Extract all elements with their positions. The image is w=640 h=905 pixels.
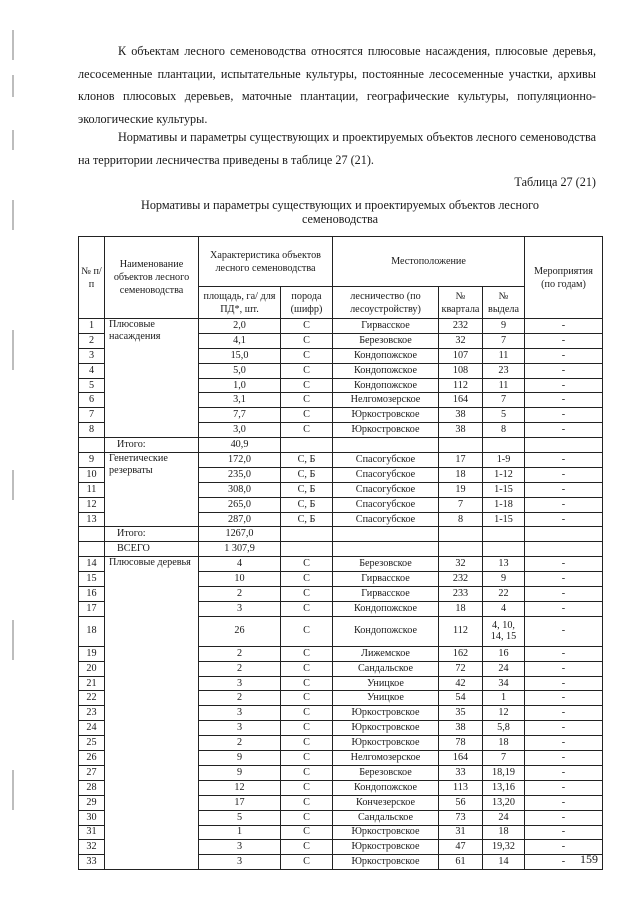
forestry-cell: Кончезерское	[333, 795, 439, 810]
subdivision-cell: 5	[483, 408, 525, 423]
scan-edge-mark	[12, 75, 14, 97]
measure-cell: -	[525, 482, 603, 497]
measure-cell: -	[525, 408, 603, 423]
forestry-cell: Уницкое	[333, 691, 439, 706]
scan-edge-mark	[12, 130, 14, 150]
species-cell: С	[281, 736, 333, 751]
total-label: ВСЕГО	[105, 542, 199, 557]
scan-edge-mark	[12, 30, 14, 60]
measure-cell: -	[525, 423, 603, 438]
row-number: 28	[79, 780, 105, 795]
area-cell: 2	[199, 736, 281, 751]
area-cell: 3,1	[199, 393, 281, 408]
forestry-cell: Березовское	[333, 557, 439, 572]
quarter-cell: 19	[439, 482, 483, 497]
forestry-cell: Кондопожское	[333, 378, 439, 393]
subdivision-cell: 24	[483, 661, 525, 676]
quarter-cell: 162	[439, 646, 483, 661]
species-cell: С	[281, 333, 333, 348]
row-number: 4	[79, 363, 105, 378]
forestry-cell: Кондопожское	[333, 348, 439, 363]
total-empty-cell	[333, 527, 439, 542]
total-empty-cell	[281, 527, 333, 542]
row-number: 21	[79, 676, 105, 691]
forestry-cell: Юркостровское	[333, 408, 439, 423]
species-cell: С	[281, 363, 333, 378]
area-cell: 4	[199, 557, 281, 572]
quarter-cell: 107	[439, 348, 483, 363]
area-cell: 1	[199, 825, 281, 840]
row-number: 11	[79, 482, 105, 497]
total-row-stands	[79, 438, 603, 453]
measure-cell: -	[525, 795, 603, 810]
subdivision-cell: 34	[483, 676, 525, 691]
measure-cell: -	[525, 706, 603, 721]
row-number: 6	[79, 393, 105, 408]
row-number: 26	[79, 751, 105, 766]
row-number: 16	[79, 587, 105, 602]
area-cell: 2	[199, 661, 281, 676]
measure-cell: -	[525, 825, 603, 840]
row-number: 33	[79, 855, 105, 870]
quarter-cell: 32	[439, 557, 483, 572]
total-area: 40,9	[199, 438, 281, 453]
row-number: 25	[79, 736, 105, 751]
forestry-cell: Юркостровское	[333, 825, 439, 840]
measure-cell: -	[525, 736, 603, 751]
row-number: 20	[79, 661, 105, 676]
species-cell: С	[281, 780, 333, 795]
area-cell: 12	[199, 780, 281, 795]
measure-cell: -	[525, 587, 603, 602]
species-cell: С, Б	[281, 482, 333, 497]
area-cell: 3	[199, 601, 281, 616]
forestry-cell: Кондопожское	[333, 601, 439, 616]
total-empty-cell	[333, 438, 439, 453]
measure-cell: -	[525, 333, 603, 348]
row-number: 10	[79, 467, 105, 482]
species-cell: С, Б	[281, 467, 333, 482]
header-location: Местоположение	[333, 237, 525, 287]
forestry-cell: Юркостровское	[333, 423, 439, 438]
forestry-cell: Уницкое	[333, 676, 439, 691]
quarter-cell: 42	[439, 676, 483, 691]
area-cell: 172,0	[199, 453, 281, 468]
forestry-cell: Гирвасское	[333, 572, 439, 587]
species-cell: С, Б	[281, 453, 333, 468]
quarter-cell: 35	[439, 706, 483, 721]
total-label: Итого:	[105, 438, 199, 453]
subdivision-cell: 7	[483, 393, 525, 408]
measure-cell: -	[525, 348, 603, 363]
row-number: 8	[79, 423, 105, 438]
row-number: 2	[79, 333, 105, 348]
quarter-cell: 18	[439, 467, 483, 482]
species-cell: С, Б	[281, 512, 333, 527]
row-number: 32	[79, 840, 105, 855]
page-number: 159	[580, 852, 598, 866]
total-empty-cell	[439, 438, 483, 453]
total-label: Итого:	[105, 527, 199, 542]
header-name: Наименование объектов лесного семеноводства	[105, 237, 199, 319]
species-cell: С, Б	[281, 497, 333, 512]
area-cell: 3	[199, 676, 281, 691]
forestry-cell: Спасогубское	[333, 482, 439, 497]
area-cell: 15,0	[199, 348, 281, 363]
total-empty-cell	[281, 542, 333, 557]
area-cell: 9	[199, 765, 281, 780]
subdivision-cell: 14	[483, 855, 525, 870]
species-cell: С	[281, 319, 333, 334]
area-cell: 3	[199, 855, 281, 870]
total-empty-cell	[525, 542, 603, 557]
measure-cell: -	[525, 855, 603, 870]
measure-cell: -	[525, 646, 603, 661]
subdivision-cell: 5,8	[483, 721, 525, 736]
species-cell: С	[281, 408, 333, 423]
forestry-cell: Сандальское	[333, 661, 439, 676]
quarter-cell: 18	[439, 601, 483, 616]
subdivision-cell: 23	[483, 363, 525, 378]
header-characteristic: Характеристика объектов лесного семеноводства	[199, 237, 333, 287]
measure-cell: -	[525, 616, 603, 646]
intro-paragraph-2: Нормативы и параметры существующих и проектируемых объектов лесного семеноводства на территории лесничества приведены в таблице 27 (21).	[78, 130, 596, 167]
quarter-cell: 33	[439, 765, 483, 780]
total-empty-cell	[483, 542, 525, 557]
area-cell: 308,0	[199, 482, 281, 497]
forestry-cell: Гирвасское	[333, 587, 439, 602]
species-cell: С	[281, 840, 333, 855]
row-number: 14	[79, 557, 105, 572]
subdivision-cell: 1-15	[483, 482, 525, 497]
intro-paragraph-1: К объектам лесного семеноводства относятся плюсовые насаждения, плюсовые деревья, лесосеменные плантации, испытательные культуры, постоянные лесосеменные участки, архивы клонов плюсовых деревьев, маточные плантации, географические культуры, популяционно-экологические культуры.	[78, 44, 596, 126]
subdivision-cell: 24	[483, 810, 525, 825]
area-cell: 2,0	[199, 319, 281, 334]
area-cell: 287,0	[199, 512, 281, 527]
species-cell: С	[281, 557, 333, 572]
forestry-cell: Нелгомозерское	[333, 393, 439, 408]
quarter-cell: 164	[439, 393, 483, 408]
measure-cell: -	[525, 497, 603, 512]
area-cell: 4,1	[199, 333, 281, 348]
measure-cell: -	[525, 601, 603, 616]
row-number: 23	[79, 706, 105, 721]
area-cell: 7,7	[199, 408, 281, 423]
quarter-cell: 38	[439, 408, 483, 423]
subdivision-cell: 9	[483, 319, 525, 334]
table-caption: Нормативы и параметры существующих и проектируемых объектов лесного семеноводства	[141, 198, 539, 226]
quarter-cell: 112	[439, 616, 483, 646]
measure-cell: -	[525, 363, 603, 378]
species-cell: С	[281, 795, 333, 810]
species-cell: С	[281, 587, 333, 602]
subdivision-cell: 9	[483, 572, 525, 587]
total-empty-cell	[333, 542, 439, 557]
area-cell: 3	[199, 706, 281, 721]
header-species: порода (шифр)	[281, 287, 333, 319]
species-cell: С	[281, 855, 333, 870]
area-cell: 3	[199, 721, 281, 736]
measure-cell: -	[525, 840, 603, 855]
species-cell: С	[281, 706, 333, 721]
table-row	[79, 319, 603, 334]
area-cell: 5,0	[199, 363, 281, 378]
row-number: 1	[79, 319, 105, 334]
forestry-cell: Юркостровское	[333, 706, 439, 721]
forestry-cell: Юркостровское	[333, 721, 439, 736]
subdivision-cell: 7	[483, 333, 525, 348]
area-cell: 2	[199, 691, 281, 706]
subdivision-cell: 19,32	[483, 840, 525, 855]
measure-cell: -	[525, 453, 603, 468]
quarter-cell: 113	[439, 780, 483, 795]
scan-edge-mark	[12, 200, 14, 230]
species-cell: С	[281, 348, 333, 363]
forestry-cell: Кондопожское	[333, 363, 439, 378]
row-number: 5	[79, 378, 105, 393]
subdivision-cell: 12	[483, 706, 525, 721]
forestry-cell: Гирвасское	[333, 319, 439, 334]
quarter-cell: 54	[439, 691, 483, 706]
scan-edge-mark	[12, 330, 14, 370]
total-area: 1267,0	[199, 527, 281, 542]
subdivision-cell: 18	[483, 736, 525, 751]
row-number: 7	[79, 408, 105, 423]
quarter-cell: 232	[439, 319, 483, 334]
measure-cell: -	[525, 751, 603, 766]
area-cell: 2	[199, 587, 281, 602]
subdivision-cell: 18	[483, 825, 525, 840]
forestry-cell: Кондопожское	[333, 616, 439, 646]
header-num: № п/п	[79, 237, 105, 319]
species-cell: С	[281, 691, 333, 706]
species-cell: С	[281, 661, 333, 676]
subdivision-cell: 1-9	[483, 453, 525, 468]
subdivision-cell: 22	[483, 587, 525, 602]
subdivision-cell: 8	[483, 423, 525, 438]
row-number: 27	[79, 765, 105, 780]
measure-cell: -	[525, 765, 603, 780]
subdivision-cell: 13,16	[483, 780, 525, 795]
total-empty-cell	[439, 527, 483, 542]
header-forestry: лесничество (по лесоустройству)	[333, 287, 439, 319]
row-number: 17	[79, 601, 105, 616]
species-cell: С	[281, 601, 333, 616]
total-empty-cell	[79, 542, 105, 557]
species-cell: С	[281, 676, 333, 691]
row-number: 31	[79, 825, 105, 840]
total-empty-cell	[281, 438, 333, 453]
species-cell: С	[281, 378, 333, 393]
subdivision-cell: 1-15	[483, 512, 525, 527]
measure-cell: -	[525, 661, 603, 676]
scan-edge-mark	[12, 470, 14, 500]
forestry-cell: Юркостровское	[333, 840, 439, 855]
species-cell: С	[281, 825, 333, 840]
area-cell: 10	[199, 572, 281, 587]
total-empty-cell	[483, 527, 525, 542]
subdivision-cell: 7	[483, 751, 525, 766]
area-cell: 2	[199, 646, 281, 661]
area-cell: 5	[199, 810, 281, 825]
measure-cell: -	[525, 691, 603, 706]
measure-cell: -	[525, 512, 603, 527]
area-cell: 17	[199, 795, 281, 810]
quarter-cell: 232	[439, 572, 483, 587]
area-cell: 235,0	[199, 467, 281, 482]
row-number: 13	[79, 512, 105, 527]
table-body	[79, 319, 603, 870]
species-cell: С	[281, 810, 333, 825]
subdivision-cell: 16	[483, 646, 525, 661]
row-number: 24	[79, 721, 105, 736]
total-empty-cell	[525, 438, 603, 453]
quarter-cell: 47	[439, 840, 483, 855]
subdivision-cell: 4, 10, 14, 15	[483, 616, 525, 646]
subdivision-cell: 1	[483, 691, 525, 706]
subdivision-cell: 4	[483, 601, 525, 616]
row-number: 30	[79, 810, 105, 825]
quarter-cell: 38	[439, 721, 483, 736]
species-cell: С	[281, 572, 333, 587]
subdivision-cell: 13,20	[483, 795, 525, 810]
row-number: 18	[79, 616, 105, 646]
subdivision-cell: 18,19	[483, 765, 525, 780]
subdivision-cell: 1-18	[483, 497, 525, 512]
species-cell: С	[281, 616, 333, 646]
forestry-cell: Юркостровское	[333, 855, 439, 870]
forestry-cell: Нелгомозерское	[333, 751, 439, 766]
quarter-cell: 112	[439, 378, 483, 393]
row-number: 29	[79, 795, 105, 810]
table-label: Таблица 27 (21)	[514, 175, 596, 189]
quarter-cell: 233	[439, 587, 483, 602]
subdivision-cell: 1-12	[483, 467, 525, 482]
scan-edge-mark	[12, 620, 14, 660]
total-row-grand	[79, 542, 603, 557]
measure-cell: -	[525, 319, 603, 334]
forestry-cell: Спасогубское	[333, 453, 439, 468]
forestry-cell: Спасогубское	[333, 467, 439, 482]
row-number: 12	[79, 497, 105, 512]
quarter-cell: 108	[439, 363, 483, 378]
quarter-cell: 8	[439, 512, 483, 527]
subdivision-cell: 11	[483, 348, 525, 363]
measure-cell: -	[525, 676, 603, 691]
measure-cell: -	[525, 721, 603, 736]
quarter-cell: 72	[439, 661, 483, 676]
table-row	[79, 557, 603, 572]
quarter-cell: 17	[439, 453, 483, 468]
row-number: 3	[79, 348, 105, 363]
measure-cell: -	[525, 810, 603, 825]
quarter-cell: 56	[439, 795, 483, 810]
area-cell: 1,0	[199, 378, 281, 393]
total-empty-cell	[525, 527, 603, 542]
group-name: Плюсовые насаждения	[105, 319, 199, 438]
measure-cell: -	[525, 780, 603, 795]
quarter-cell: 164	[439, 751, 483, 766]
total-area: 1 307,9	[199, 542, 281, 557]
total-empty-cell	[79, 438, 105, 453]
group-name: Плюсовые деревья	[105, 557, 199, 870]
quarter-cell: 7	[439, 497, 483, 512]
measure-cell: -	[525, 378, 603, 393]
area-cell: 3,0	[199, 423, 281, 438]
area-cell: 26	[199, 616, 281, 646]
forestry-cell: Кондопожское	[333, 780, 439, 795]
forestry-cell: Спасогубское	[333, 512, 439, 527]
row-number: 19	[79, 646, 105, 661]
total-empty-cell	[439, 542, 483, 557]
area-cell: 265,0	[199, 497, 281, 512]
subdivision-cell: 11	[483, 378, 525, 393]
group-name: Генетические резерваты	[105, 453, 199, 527]
header-area: площадь, га/ для ПД*, шт.	[199, 287, 281, 319]
forestry-cell: Спасогубское	[333, 497, 439, 512]
total-row-reserves	[79, 527, 603, 542]
subdivision-cell: 13	[483, 557, 525, 572]
area-cell: 3	[199, 840, 281, 855]
table-row	[79, 453, 603, 468]
measure-cell: -	[525, 572, 603, 587]
header-quarter: № квартала	[439, 287, 483, 319]
forestry-cell: Сандальское	[333, 810, 439, 825]
quarter-cell: 73	[439, 810, 483, 825]
total-empty-cell	[483, 438, 525, 453]
row-number: 15	[79, 572, 105, 587]
seed-objects-table	[78, 236, 603, 870]
measure-cell: -	[525, 393, 603, 408]
species-cell: С	[281, 765, 333, 780]
species-cell: С	[281, 751, 333, 766]
species-cell: С	[281, 393, 333, 408]
measure-cell: -	[525, 467, 603, 482]
forestry-cell: Юркостровское	[333, 736, 439, 751]
measure-cell: -	[525, 557, 603, 572]
total-empty-cell	[79, 527, 105, 542]
species-cell: С	[281, 721, 333, 736]
quarter-cell: 61	[439, 855, 483, 870]
row-number: 22	[79, 691, 105, 706]
quarter-cell: 32	[439, 333, 483, 348]
forestry-cell: Лижемское	[333, 646, 439, 661]
area-cell: 9	[199, 751, 281, 766]
quarter-cell: 78	[439, 736, 483, 751]
header-measures: Мероприятия (по годам)	[525, 237, 603, 319]
forestry-cell: Березовское	[333, 333, 439, 348]
quarter-cell: 31	[439, 825, 483, 840]
forestry-cell: Березовское	[333, 765, 439, 780]
row-number: 9	[79, 453, 105, 468]
header-subdivision: № выдела	[483, 287, 525, 319]
quarter-cell: 38	[439, 423, 483, 438]
species-cell: С	[281, 423, 333, 438]
scan-edge-mark	[12, 770, 14, 810]
species-cell: С	[281, 646, 333, 661]
